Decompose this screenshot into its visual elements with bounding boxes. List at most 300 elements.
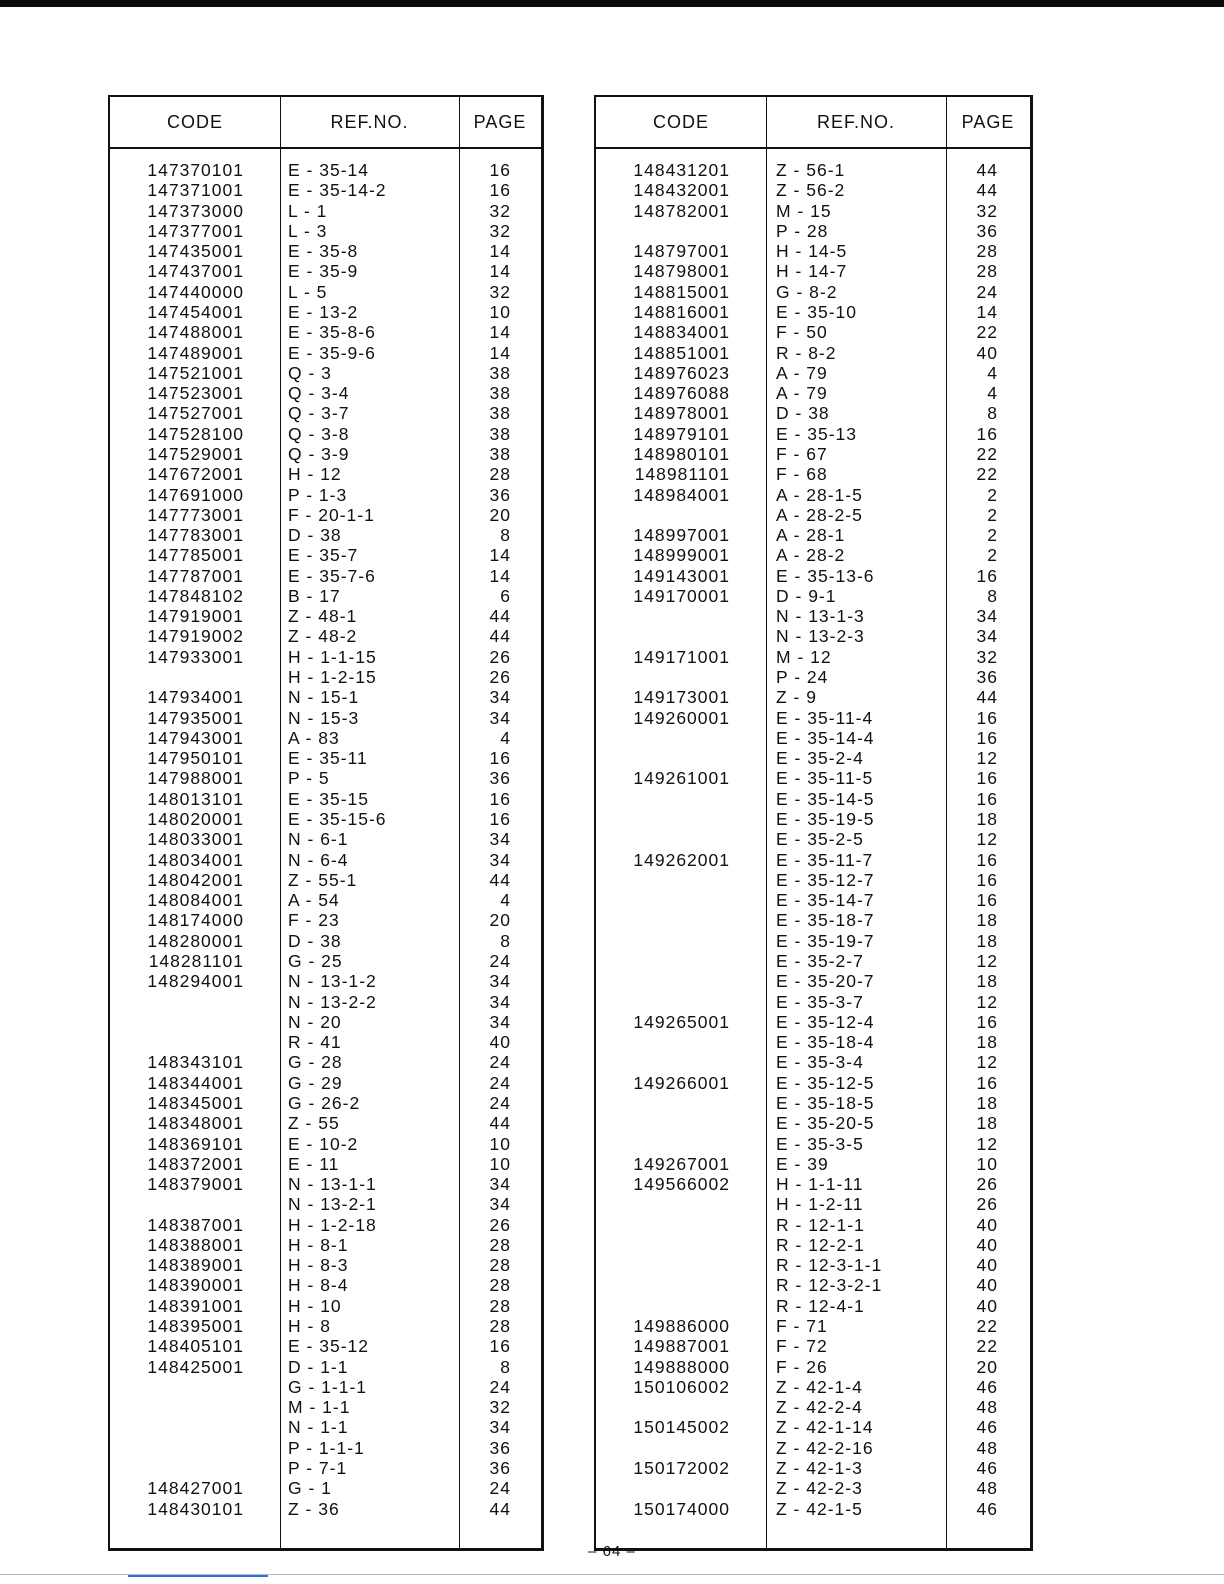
ref-no-cell: G - 1 (288, 1478, 332, 1499)
code-cell: 147919001 (147, 606, 244, 627)
ref-no-cell: N - 13-1-3 (776, 606, 865, 627)
table-row (596, 870, 1030, 890)
code-cell: 149566002 (633, 1174, 730, 1195)
table-row (110, 1499, 541, 1519)
page-cell: 44 (489, 626, 511, 647)
table-row (110, 1478, 541, 1498)
table-row (110, 261, 541, 281)
ref-no-cell: E - 35-11-5 (776, 768, 874, 789)
code-cell: 148851001 (633, 342, 730, 363)
parts-index-table-left (108, 95, 544, 1551)
ref-no-cell: M - 1-1 (288, 1397, 351, 1418)
ref-no-cell: R - 12-1-1 (776, 1214, 865, 1235)
table-row (110, 525, 541, 545)
ref-no-cell: P - 7-1 (288, 1458, 348, 1478)
ref-no-cell: M - 12 (776, 646, 832, 667)
code-cell: 148387001 (147, 1214, 244, 1235)
table-row (596, 201, 1030, 221)
ref-no-cell: Q - 3-4 (288, 383, 350, 404)
page-cell: 16 (489, 748, 511, 769)
page-cell: 4 (987, 362, 998, 383)
table-body (110, 160, 541, 1519)
code-cell: 147787001 (147, 565, 244, 586)
ref-no-cell: F - 71 (776, 1316, 828, 1337)
table-header (596, 97, 1030, 149)
table-row (110, 971, 541, 991)
ref-no-cell: E - 35-18-5 (776, 1092, 875, 1113)
table-row (596, 1113, 1030, 1133)
page-cell: 40 (976, 1255, 998, 1276)
code-cell: 148020001 (147, 809, 244, 829)
code-cell: 150172002 (633, 1458, 730, 1478)
page-cell: 2 (987, 484, 998, 505)
code-cell: 147371001 (147, 180, 244, 201)
page-cell: 8 (500, 1356, 511, 1377)
code-cell: 147488001 (147, 322, 244, 343)
page-cell: 22 (976, 443, 998, 464)
page-cell: 32 (489, 281, 511, 302)
code-cell: 148405101 (147, 1336, 244, 1357)
code-cell: 148345001 (147, 1092, 244, 1113)
code-cell: 147440000 (147, 281, 244, 302)
ref-no-cell: N - 15-1 (288, 687, 360, 708)
ref-no-cell: A - 28-1 (776, 525, 846, 546)
page-cell: 16 (976, 890, 998, 911)
ref-no-cell: Z - 56-2 (776, 180, 846, 201)
table-row (596, 1194, 1030, 1214)
page-cell: 44 (976, 180, 998, 201)
page-cell: 8 (500, 930, 511, 951)
table-row (110, 931, 541, 951)
ref-no-cell: A - 28-1-5 (776, 484, 863, 505)
ref-no-cell: Z - 56-1 (776, 160, 846, 180)
ref-no-cell: E - 35-3-7 (776, 991, 864, 1012)
page-cell: 16 (976, 788, 998, 809)
page-cell: 36 (489, 1437, 511, 1458)
table-row (596, 241, 1030, 261)
page-cell: 28 (976, 241, 998, 262)
code-cell: 148281101 (148, 950, 244, 971)
ref-no-cell: E - 35-9 (288, 261, 359, 282)
page-cell: 18 (976, 1092, 998, 1113)
ref-no-cell: E - 35-13 (776, 423, 857, 444)
page-cell: 40 (976, 1275, 998, 1296)
page-cell: 20 (489, 910, 511, 931)
table-row (596, 748, 1030, 768)
page-cell: 10 (489, 1153, 511, 1174)
ref-no-cell: E - 35-18-7 (776, 910, 875, 931)
page-cell: 40 (976, 1234, 998, 1255)
page-cell: 16 (976, 423, 998, 444)
table-row (110, 1336, 541, 1356)
table-row (596, 464, 1030, 484)
ref-no-cell: E - 35-11-4 (776, 707, 874, 728)
ref-no-cell: E - 35-3-5 (776, 1133, 864, 1154)
table-row (596, 1093, 1030, 1113)
page-cell: 28 (489, 1295, 511, 1316)
ref-no-cell: R - 12-2-1 (776, 1234, 865, 1255)
page-cell: 14 (489, 342, 511, 363)
page-cell: 26 (976, 1174, 998, 1195)
page-cell: 44 (489, 606, 511, 627)
table-row (596, 809, 1030, 829)
table-row (110, 586, 541, 606)
table-row (110, 1316, 541, 1336)
page-cell: 28 (489, 1234, 511, 1255)
ref-no-cell: A - 79 (776, 362, 828, 383)
ref-no-cell: H - 12 (288, 464, 342, 485)
table-row (110, 708, 541, 728)
table-row (596, 363, 1030, 383)
page-cell: 4 (500, 890, 511, 911)
page-cell: 18 (976, 930, 998, 951)
table-row (110, 1073, 541, 1093)
ref-no-cell: H - 14-7 (776, 261, 848, 282)
table-row (110, 748, 541, 768)
code-cell: 148979101 (633, 423, 730, 444)
code-cell: 147437001 (147, 261, 244, 282)
page-cell: 46 (976, 1376, 998, 1397)
table-row (110, 890, 541, 910)
page-cell: 20 (489, 504, 511, 525)
table-row (596, 1154, 1030, 1174)
table-row (110, 1438, 541, 1458)
page-cell: 40 (489, 1032, 511, 1053)
page-cell: 28 (489, 464, 511, 485)
code-cell: 147527001 (147, 403, 244, 424)
code-cell: 148372001 (147, 1153, 244, 1174)
table-row (110, 1255, 541, 1275)
page-cell: 34 (489, 1174, 511, 1195)
page-cell: 34 (489, 707, 511, 728)
page-cell: 16 (976, 1011, 998, 1032)
code-cell: 148432001 (633, 180, 730, 201)
page-cell: 32 (489, 200, 511, 221)
table-row (110, 829, 541, 849)
page-cell: 10 (976, 1153, 998, 1174)
table-row (110, 1032, 541, 1052)
code-cell: 147785001 (147, 545, 244, 566)
table-row (110, 241, 541, 261)
ref-no-cell: A - 83 (288, 727, 340, 748)
page-cell: 44 (976, 160, 998, 180)
page-cell: 18 (976, 910, 998, 931)
page-cell: 14 (489, 322, 511, 343)
ref-no-cell: E - 35-20-5 (776, 1113, 875, 1134)
ref-no-cell: P - 24 (776, 667, 829, 688)
table-row (110, 444, 541, 464)
page-cell: 34 (489, 1194, 511, 1215)
page-cell: 44 (489, 1113, 511, 1134)
ref-no-cell: N - 6-4 (288, 849, 349, 870)
table-row (110, 1377, 541, 1397)
top-border-rule (0, 0, 1224, 7)
ref-no-cell: E - 35-9-6 (288, 342, 376, 363)
page-cell: 16 (489, 180, 511, 201)
ref-no-cell: H - 1-1-15 (288, 646, 377, 667)
table-row (110, 809, 541, 829)
code-cell: 147370101 (147, 160, 244, 180)
ref-no-cell: E - 35-15 (288, 788, 369, 809)
page-cell: 28 (489, 1255, 511, 1276)
ref-no-cell: L - 5 (288, 281, 328, 302)
page-cell: 40 (976, 1295, 998, 1316)
table-row (596, 1458, 1030, 1478)
code-cell: 148425001 (147, 1356, 244, 1377)
table-row (596, 768, 1030, 788)
page-cell: 40 (976, 1214, 998, 1235)
ref-no-cell: Q - 3 (288, 362, 332, 383)
table-row (596, 221, 1030, 241)
ref-no-cell: Z - 42-2-4 (776, 1397, 863, 1418)
ref-no-cell: G - 25 (288, 950, 343, 971)
page-cell: 28 (976, 261, 998, 282)
ref-no-cell: E - 35-8 (288, 241, 359, 262)
code-cell: 148391001 (147, 1295, 244, 1316)
ref-no-cell: N - 13-2-2 (288, 991, 377, 1012)
ref-no-cell: E - 10-2 (288, 1133, 359, 1154)
header-page: PAGE (961, 112, 1015, 132)
ref-no-cell: R - 41 (288, 1032, 342, 1053)
table-row (596, 444, 1030, 464)
ref-no-cell: Z - 42-1-4 (776, 1376, 863, 1397)
table-row (110, 1174, 541, 1194)
page-cell: 22 (976, 1336, 998, 1357)
table-row (110, 910, 541, 930)
page-cell: 46 (976, 1498, 998, 1519)
ref-no-cell: D - 9-1 (776, 585, 837, 606)
page-cell: 28 (489, 1316, 511, 1337)
code-cell: 148084001 (147, 890, 244, 911)
table-row (110, 403, 541, 423)
page-cell: 34 (489, 1417, 511, 1438)
ref-no-cell: H - 1-2-15 (288, 667, 377, 688)
ref-no-cell: R - 12-3-1-1 (776, 1255, 883, 1276)
ref-no-cell: E - 35-12-5 (776, 1072, 875, 1093)
ref-no-cell: E - 35-14-5 (776, 788, 875, 809)
ref-no-cell: E - 35-15-6 (288, 809, 387, 829)
code-cell: 148816001 (633, 301, 730, 322)
ref-no-cell: E - 35-14-2 (288, 180, 387, 201)
ref-no-cell: E - 35-2-4 (776, 748, 864, 769)
table-row (596, 545, 1030, 565)
table-row (110, 626, 541, 646)
table-row (596, 728, 1030, 748)
table-row (110, 768, 541, 788)
code-cell: 148294001 (147, 971, 244, 992)
ref-no-cell: P - 28 (776, 220, 829, 241)
page-cell: 26 (489, 646, 511, 667)
page-cell: 16 (489, 160, 511, 180)
table-row (110, 1012, 541, 1032)
ref-no-cell: E - 35-18-4 (776, 1032, 875, 1053)
ref-no-cell: Z - 42-2-3 (776, 1478, 863, 1499)
table-row (110, 1154, 541, 1174)
table-row (596, 606, 1030, 626)
table-row (596, 505, 1030, 525)
table-row (110, 1397, 541, 1417)
page-cell: 8 (987, 585, 998, 606)
code-cell: 150106002 (633, 1376, 730, 1397)
code-cell: 148395001 (147, 1316, 244, 1337)
ref-no-cell: D - 38 (288, 930, 342, 951)
ref-no-cell: F - 23 (288, 910, 340, 931)
table-row (110, 343, 541, 363)
table-row (596, 1316, 1030, 1336)
table-row (596, 566, 1030, 586)
page-cell: 12 (976, 1052, 998, 1073)
code-cell: 147454001 (147, 301, 244, 322)
table-row (110, 1134, 541, 1154)
ref-no-cell: Z - 48-2 (288, 626, 358, 647)
ref-no-cell: L - 3 (288, 220, 328, 241)
ref-no-cell: E - 35-11-7 (776, 849, 874, 870)
table-row (596, 789, 1030, 809)
table-row (110, 1275, 541, 1295)
ref-no-cell: E - 35-12 (288, 1336, 369, 1357)
ref-no-cell: D - 38 (288, 525, 342, 546)
table-row (596, 850, 1030, 870)
table-row (596, 586, 1030, 606)
table-row (110, 850, 541, 870)
page-cell: 24 (489, 1376, 511, 1397)
page-cell: 34 (489, 991, 511, 1012)
table-row (110, 1052, 541, 1072)
ref-no-cell: N - 13-2-1 (288, 1194, 377, 1215)
ref-no-cell: L - 1 (288, 200, 328, 221)
page-cell: 26 (489, 667, 511, 688)
ref-no-cell: F - 50 (776, 322, 828, 343)
code-cell: 148427001 (147, 1478, 244, 1499)
ref-no-cell: D - 1-1 (288, 1356, 349, 1377)
code-cell: 147377001 (147, 220, 244, 241)
ref-no-cell: F - 68 (776, 464, 828, 485)
code-cell: 150145002 (633, 1417, 730, 1438)
ref-no-cell: E - 35-19-7 (776, 930, 875, 951)
table-row (110, 302, 541, 322)
code-cell: 148348001 (147, 1113, 244, 1134)
table-row (596, 1032, 1030, 1052)
ref-no-cell: H - 8 (288, 1316, 331, 1337)
page-cell: 2 (987, 545, 998, 566)
table-row (596, 282, 1030, 302)
ref-no-cell: Z - 42-1-3 (776, 1458, 863, 1478)
ref-no-cell: P - 1-3 (288, 484, 348, 505)
table-row (596, 1073, 1030, 1093)
header-ref-no: REF.NO. (816, 112, 895, 132)
table-row (596, 992, 1030, 1012)
table-row (596, 1499, 1030, 1519)
page-cell: 16 (976, 849, 998, 870)
code-cell: 147933001 (147, 646, 244, 667)
table-row (596, 1235, 1030, 1255)
code-cell: 148834001 (633, 322, 730, 343)
code-cell: 148280001 (147, 930, 244, 951)
table-row (596, 647, 1030, 667)
page-cell: 38 (489, 423, 511, 444)
ref-no-cell: G - 1-1-1 (288, 1376, 368, 1397)
page-cell: 26 (976, 1194, 998, 1215)
code-cell: 148344001 (147, 1072, 244, 1093)
table-row (596, 971, 1030, 991)
page-cell: 24 (489, 1072, 511, 1093)
table-row (110, 322, 541, 342)
page-cell: 16 (976, 565, 998, 586)
ref-no-cell: E - 35-2-7 (776, 950, 864, 971)
table-row (596, 180, 1030, 200)
table-row (110, 1194, 541, 1214)
ref-no-cell: Z - 42-1-5 (776, 1498, 863, 1519)
code-cell: 148390001 (147, 1275, 244, 1296)
ref-no-cell: A - 28-2-5 (776, 504, 863, 525)
code-cell: 147934001 (147, 687, 244, 708)
page-cell: 16 (976, 1072, 998, 1093)
page-cell: 36 (489, 484, 511, 505)
page-cell: 22 (976, 464, 998, 485)
ref-no-cell: D - 38 (776, 403, 830, 424)
page-cell: 34 (489, 829, 511, 850)
table-row (110, 870, 541, 890)
header-page: PAGE (473, 112, 527, 132)
code-cell: 147691000 (147, 484, 244, 505)
code-cell: 148343101 (147, 1052, 244, 1073)
code-cell: 148798001 (633, 261, 730, 282)
page-cell: 12 (976, 829, 998, 850)
ref-no-cell: G - 8-2 (776, 281, 838, 302)
table-row (596, 1377, 1030, 1397)
parts-index-table-right (594, 95, 1033, 1551)
table-row (596, 1478, 1030, 1498)
ref-no-cell: E - 11 (288, 1153, 340, 1174)
page-cell: 46 (976, 1458, 998, 1478)
code-cell: 147919002 (147, 626, 244, 647)
code-cell: 147373000 (147, 200, 244, 221)
page-cell: 14 (489, 565, 511, 586)
ref-no-cell: A - 79 (776, 383, 828, 404)
page-cell: 12 (976, 950, 998, 971)
table-row (110, 667, 541, 687)
table-row (596, 1397, 1030, 1417)
ref-no-cell: R - 12-3-2-1 (776, 1275, 883, 1296)
page-cell: 44 (976, 687, 998, 708)
code-cell: 148034001 (147, 849, 244, 870)
ref-no-cell: G - 29 (288, 1072, 343, 1093)
ref-no-cell: H - 8-4 (288, 1275, 349, 1296)
table-row (110, 363, 541, 383)
ref-no-cell: A - 28-2 (776, 545, 846, 566)
table-row (596, 1296, 1030, 1316)
page-cell: 36 (489, 768, 511, 789)
page-cell: 34 (489, 687, 511, 708)
code-cell: 148174000 (147, 910, 244, 931)
table-row (596, 1275, 1030, 1295)
page-number: – 64 – (588, 1543, 636, 1560)
page-cell: 40 (976, 342, 998, 363)
page-cell: 16 (489, 788, 511, 809)
ref-no-cell: E - 35-8-6 (288, 322, 376, 343)
code-cell: 149888000 (633, 1356, 730, 1377)
page-cell: 2 (987, 525, 998, 546)
code-cell: 149267001 (633, 1153, 730, 1174)
page-cell: 38 (489, 403, 511, 424)
ref-no-cell: Z - 55-1 (288, 869, 358, 890)
table-row (110, 160, 541, 180)
ref-no-cell: F - 67 (776, 443, 828, 464)
code-cell: 147435001 (147, 241, 244, 262)
code-cell: 149143001 (633, 565, 730, 586)
code-cell: 147988001 (147, 768, 244, 789)
code-cell: 147848102 (147, 585, 244, 606)
